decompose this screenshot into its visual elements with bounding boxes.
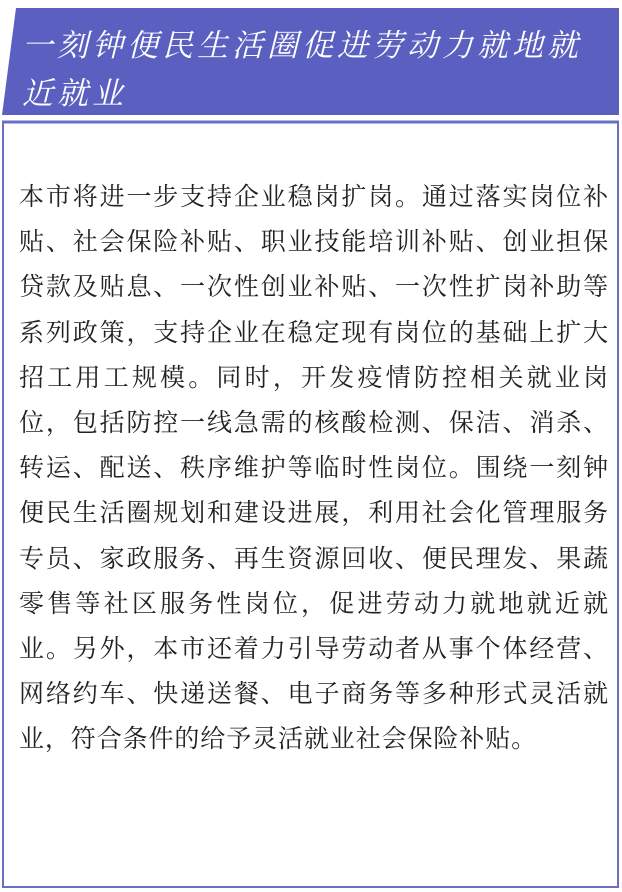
article-paragraph: 本市将进一步支持企业稳岗扩岗。通过落实岗位补贴、社会保险补贴、职业技能培训补贴、创业担保贷款及贴息、一次性创业补贴、一次性扩岗补助等系列政策，支持企业在稳定现有岗位的基础上扩大招工用工规模。同时，开发疫情防控相关就业岗位，包括防控一线急需的核酸检测、保洁、消杀、转运、配送、秩序维护等临时性岗位。围绕一刻钟便民生活圈规划和建设进展，利用社会化管理服务专员、家政服务、再生资源回收、便民理发、果蔬零售等社区服务性岗位，促进劳动力就地就近就业。另外，本市还着力引导劳动者从事个体经营、网络约车、快递送餐、电子商务等多种形式灵活就业，符合条件的给予灵活就业社会保险补贴。 [19,182,609,754]
article-title: 一刻钟便民生活圈促进劳动力就地就近就业 [22,28,582,112]
